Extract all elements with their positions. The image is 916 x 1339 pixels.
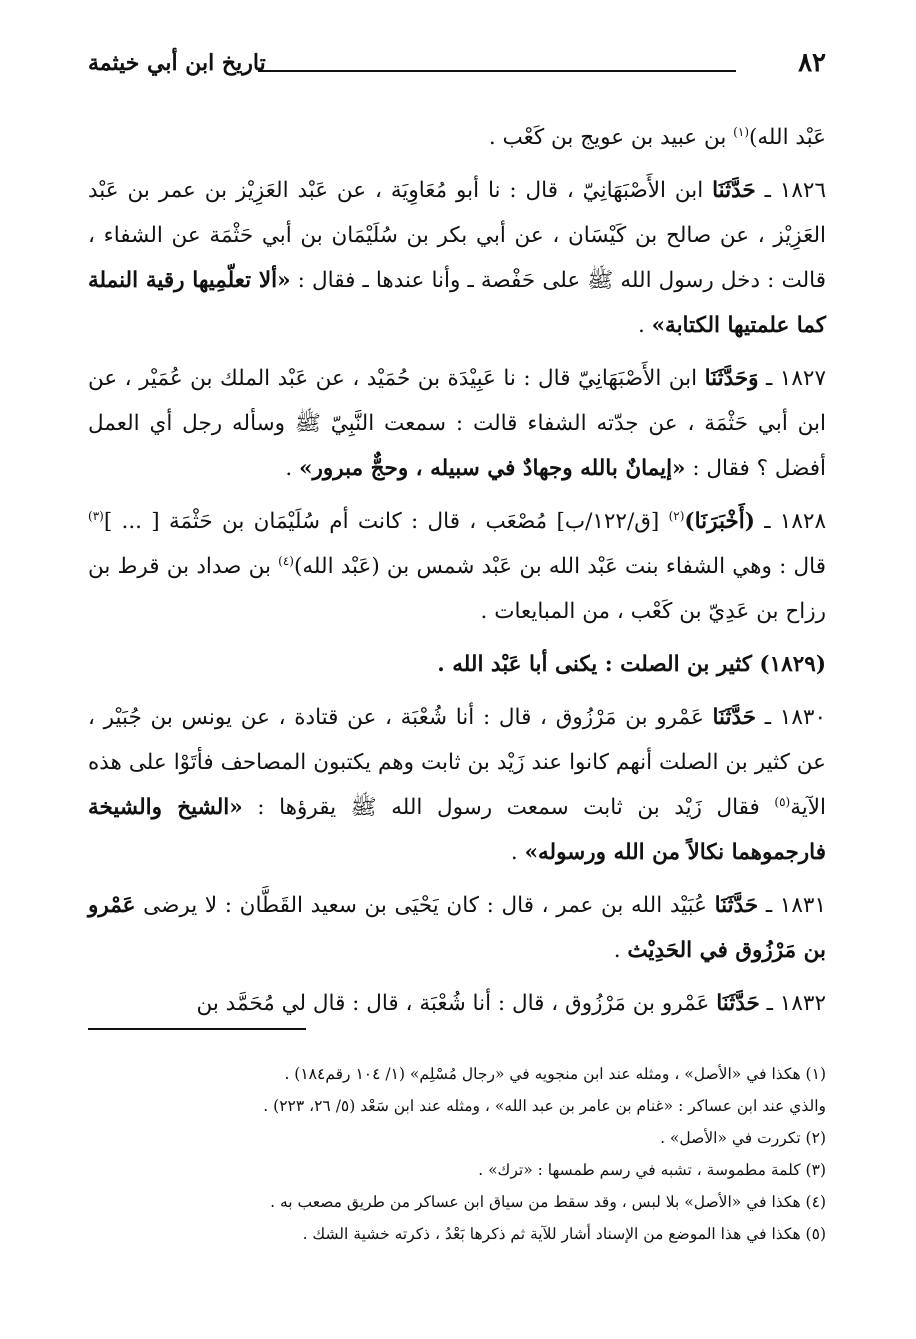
hadith-quote: «الشيخ والشيخة فارجموهما نكالاً من الله ورسوله» <box>88 795 826 865</box>
text-run: عُبَيْد الله بن عمر ، قال : كان يَحْيَى بن سعيد القَطَّان : لا يرضى <box>135 893 715 918</box>
text-run: بن عبيد بن عويج بن كَعْب . <box>488 125 734 150</box>
hadith-number: ١٨٢٧ ـ <box>758 366 826 391</box>
text-run: ابن الأَصْبَهَانِيّ قال : نا عَبِيْدَة بن حُمَيْد ، عن عَبْد الملك بن عُمَيْر ، عن ابن أبي حَثْمَة ، عن جدّته الشفاء قالت : سمعت النَّبِيّ ﷺ وسأله رجل أي العمل أفضل ؟ فقال : <box>88 366 826 481</box>
text-run: عَمْرو بن مَرْزُوق ، قال : أنا شُعْبَة ، قال : قال لي مُحَمَّد بن <box>196 991 717 1016</box>
hadith-1827 <box>88 356 826 491</box>
chain-opener: وَحَدَّثَنَا <box>704 366 759 391</box>
hadith-quote: «ألا تعلّمِيها رقية النملة كما علمتيها الكتابة» <box>88 268 826 338</box>
text-run: [ق/١٢٢/ب] مُصْعَب ، قال : كانت أم سُلَيْمَان بن حَثْمَة [ ... ] <box>103 509 669 534</box>
paragraph-continuation <box>88 115 826 160</box>
footnote-5: (٥) هكذا في هذا الموضع من الإسناد أشار للآية ثم ذكرها بَعْدُ ، ذكرته خشية الشك . <box>302 1225 826 1243</box>
text-run: . <box>637 313 652 338</box>
hadith-number: ١٨٣٠ ـ <box>756 705 826 730</box>
page-number: ٨٢ <box>798 48 826 78</box>
footnote-1: (١) هكذا في «الأصل» ، ومثله عند ابن منجويه في «رجال مُسْلِم» (١/ ١٠٤ رقم١٨٤) . <box>284 1065 826 1083</box>
hadith-number: ١٨٢٨ ـ <box>754 509 826 534</box>
hadith-1832 <box>88 981 826 1026</box>
hadith-number: ١٨٣١ ـ <box>758 893 826 918</box>
chain-opener: حَدَّثَنَا <box>716 991 760 1016</box>
page-header <box>88 48 826 88</box>
footnote-2: (٢) تكررت في «الأصل» . <box>660 1129 826 1147</box>
hadith-1828 <box>88 499 826 634</box>
text-run: . <box>510 840 525 865</box>
chain-opener: (أَخْبَرَنَا) <box>684 509 755 534</box>
book-page <box>88 40 826 1300</box>
text-run: فقال زَيْد بن ثابت سمعت رسول الله ﷺ يقرؤها : <box>242 795 775 820</box>
text-run: . <box>613 938 628 963</box>
hadith-quote: عَمْرو بن مَرْزُوق في الحَدِيْث <box>88 893 826 963</box>
hadith-1830 <box>88 695 826 875</box>
footnotes <box>88 1058 826 1250</box>
footnote-rule <box>88 1028 306 1030</box>
chain-opener: حَدَّثَنَا <box>712 178 756 203</box>
footnote-1-continuation: والذي عند ابن عساكر : «غنام بن عامر بن عبد الله» ، ومثله عند ابن سَعْد (٥/ ٢٦، ٢٢٣) . <box>263 1097 826 1115</box>
text-run: قال : وهي الشفاء بنت عَبْد الله بن عَبْد شمس بن (عَبْد الله) <box>293 554 826 579</box>
footnote-ref: (٤) <box>278 553 294 568</box>
text-run: عَمْرو بن مَرْزُوق ، قال : أنا شُعْبَة ، عن قتادة ، عن يونس بن جُبَيْر ، عن كثير بن الصلت أنهم كانوا عند زَيْد بن ثابت وهم يكتبون المصاحف فأتَوْا على هذه الآية <box>88 705 826 820</box>
entry-1829: (١٨٢٩) كثير بن الصلت : يكنى أبا عَبْد الله . <box>437 652 826 677</box>
header-rule <box>258 70 736 72</box>
footnote-ref: (٣) <box>88 508 104 523</box>
footnote-4: (٤) هكذا في «الأصل» بلا لبس ، وقد سقط من سياق ابن عساكر من طريق مصعب به . <box>270 1193 826 1211</box>
footnote-ref: (٥) <box>774 794 791 809</box>
footnote-ref: (١) <box>733 124 749 139</box>
footnote-3: (٣) كلمة مطموسة ، تشبه في رسم طمسها : «ترك» . <box>478 1161 826 1179</box>
text-run: . <box>285 456 300 481</box>
main-text <box>88 115 826 1034</box>
hadith-number: ١٨٣٢ ـ <box>759 991 826 1016</box>
hadith-number: ١٨٢٦ ـ <box>755 178 826 203</box>
text-run: عَبْد الله) <box>749 125 826 150</box>
text-run: ابن الأَصْبَهَانِيّ ، قال : نا أبو مُعَاوِيَة ، عن عَبْد العَزِيْز بن عمر بن عَبْد العَزِيْز ، عن صالح بن كَيْسَان ، عن أبي بكر بن سُلَيْمَان بن أبي حَثْمَة عن الشفاء ، قالت : دخل رسول الله ﷺ على حَفْصة ـ وأنا عندها ـ فقال : <box>88 178 826 293</box>
running-title: تاريخ ابن أبي خيثمة <box>88 50 266 76</box>
hadith-1826 <box>88 168 826 348</box>
chain-opener: حَدَّثَنَا <box>714 893 759 918</box>
chain-opener: حَدَّثَنَا <box>712 705 757 730</box>
hadith-quote: «إيمانٌ بالله وجهادٌ في سبيله ، وحجٌّ مبرور» <box>299 456 686 481</box>
text-run: بن صداد بن قرط بن رزاح بن عَدِيّ بن كَعْب ، من المبايعات . <box>88 554 826 624</box>
hadith-1831 <box>88 883 826 973</box>
footnote-ref: (٢) <box>668 508 685 523</box>
